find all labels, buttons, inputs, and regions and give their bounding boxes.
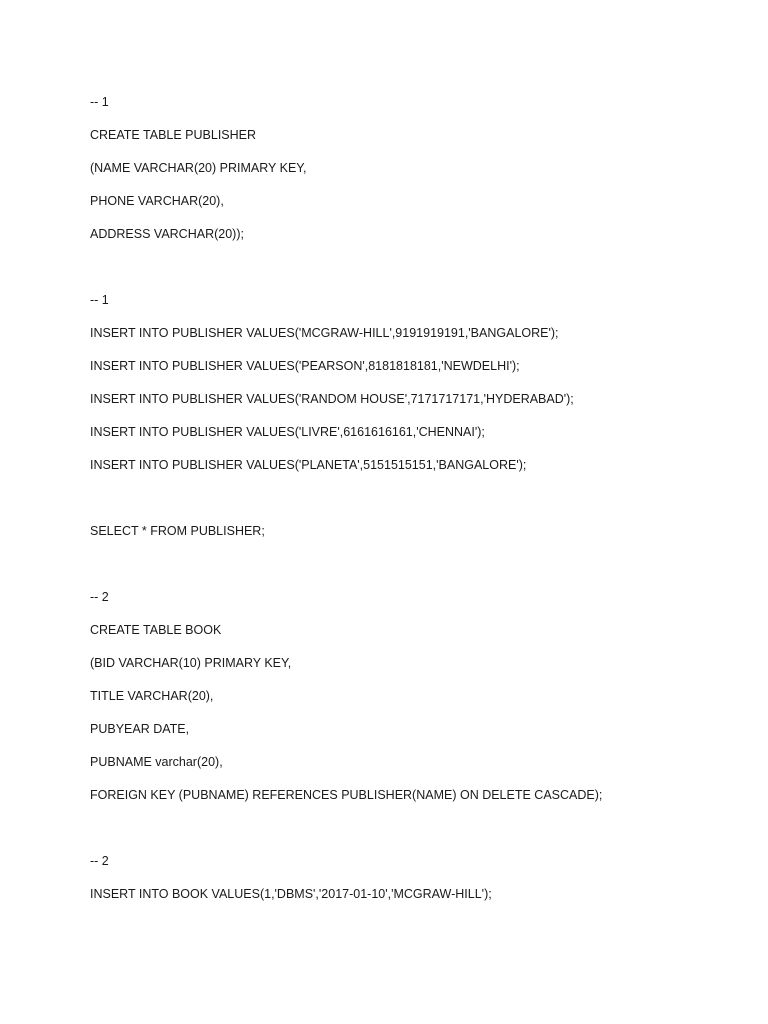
text-line: -- 1 bbox=[90, 293, 109, 307]
text-line: -- 2 bbox=[90, 590, 109, 604]
text-line: INSERT INTO BOOK VALUES(1,'DBMS','2017-01-10','MCGRAW-HILL'); bbox=[90, 887, 492, 901]
text-line: (BID VARCHAR(10) PRIMARY KEY, bbox=[90, 656, 292, 670]
text-line: PHONE VARCHAR(20), bbox=[90, 194, 224, 208]
text-line: INSERT INTO PUBLISHER VALUES('LIVRE',6161616161,'CHENNAI'); bbox=[90, 425, 485, 439]
text-line: -- 1 bbox=[90, 95, 109, 109]
text-line: SELECT * FROM PUBLISHER; bbox=[90, 524, 265, 538]
text-line: TITLE VARCHAR(20), bbox=[90, 689, 214, 703]
text-line: FOREIGN KEY (PUBNAME) REFERENCES PUBLISHER(NAME) ON DELETE CASCADE); bbox=[90, 788, 603, 802]
text-line: CREATE TABLE PUBLISHER bbox=[90, 128, 257, 142]
text-line: INSERT INTO PUBLISHER VALUES('PEARSON',8181818181,'NEWDELHI'); bbox=[90, 359, 520, 373]
blank-line bbox=[90, 819, 730, 837]
text-line: INSERT INTO PUBLISHER VALUES('RANDOM HOUSE',7171717171,'HYDERABAD'); bbox=[90, 392, 574, 406]
text-line: (NAME VARCHAR(20) PRIMARY KEY, bbox=[90, 161, 307, 175]
blank-line bbox=[90, 555, 730, 573]
blank-line bbox=[90, 258, 730, 276]
text-line: INSERT INTO PUBLISHER VALUES('PLANETA',5151515151,'BANGALORE'); bbox=[90, 458, 527, 472]
text-line: PUBYEAR DATE, bbox=[90, 722, 190, 736]
document-body bbox=[90, 93, 730, 918]
text-line: INSERT INTO PUBLISHER VALUES('MCGRAW-HILL',9191919191,'BANGALORE'); bbox=[90, 326, 559, 340]
text-line: PUBNAME varchar(20), bbox=[90, 755, 223, 769]
text-line: -- 2 bbox=[90, 854, 109, 868]
text-line: CREATE TABLE BOOK bbox=[90, 623, 222, 637]
text-line: ADDRESS VARCHAR(20)); bbox=[90, 227, 244, 241]
blank-line bbox=[90, 489, 730, 507]
